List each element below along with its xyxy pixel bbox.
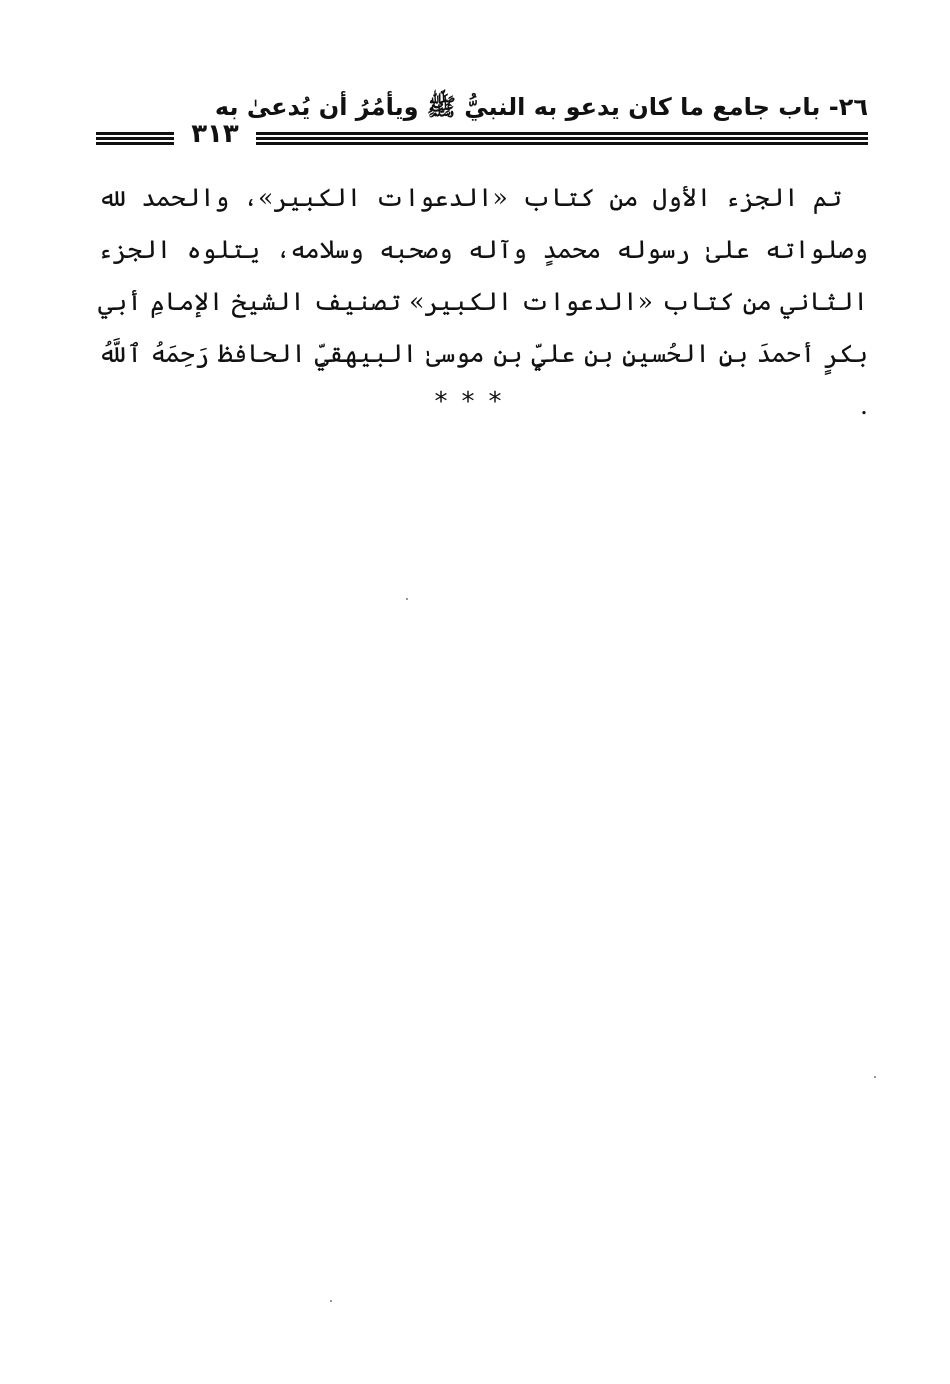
scan-speck — [874, 1076, 876, 1078]
scan-speck — [406, 598, 408, 600]
scan-speck — [330, 1300, 332, 1302]
colophon-paragraph: تم الجزء الأول من كتاب «الدعوات الكبير»، والحمد لله وصلواته علىٰ رسوله محمدٍ وآله وصحبه وسلامه، يتلوه الجزء الثاني من كتاب «الدعوات الكبير» تصنيف الشيخ الإمامِ أبي بكرٍ أحمدَ بنِ الحُسينِ بن عليٍّ بن موسىٰ البيهقيِّ الحافظ رَحِمَهُ ٱللَّهُ . — [98, 183, 868, 420]
header-rule-right — [256, 132, 868, 146]
section-separator: *** — [434, 387, 516, 417]
page-number: ٣١٣ — [191, 119, 239, 149]
running-header-title: ٢٦- باب جامع ما كان يدعو به النبيُّ ﷺ ويأمُرُ أن يُدعىٰ به — [214, 93, 868, 121]
header-rule-left — [96, 132, 174, 146]
